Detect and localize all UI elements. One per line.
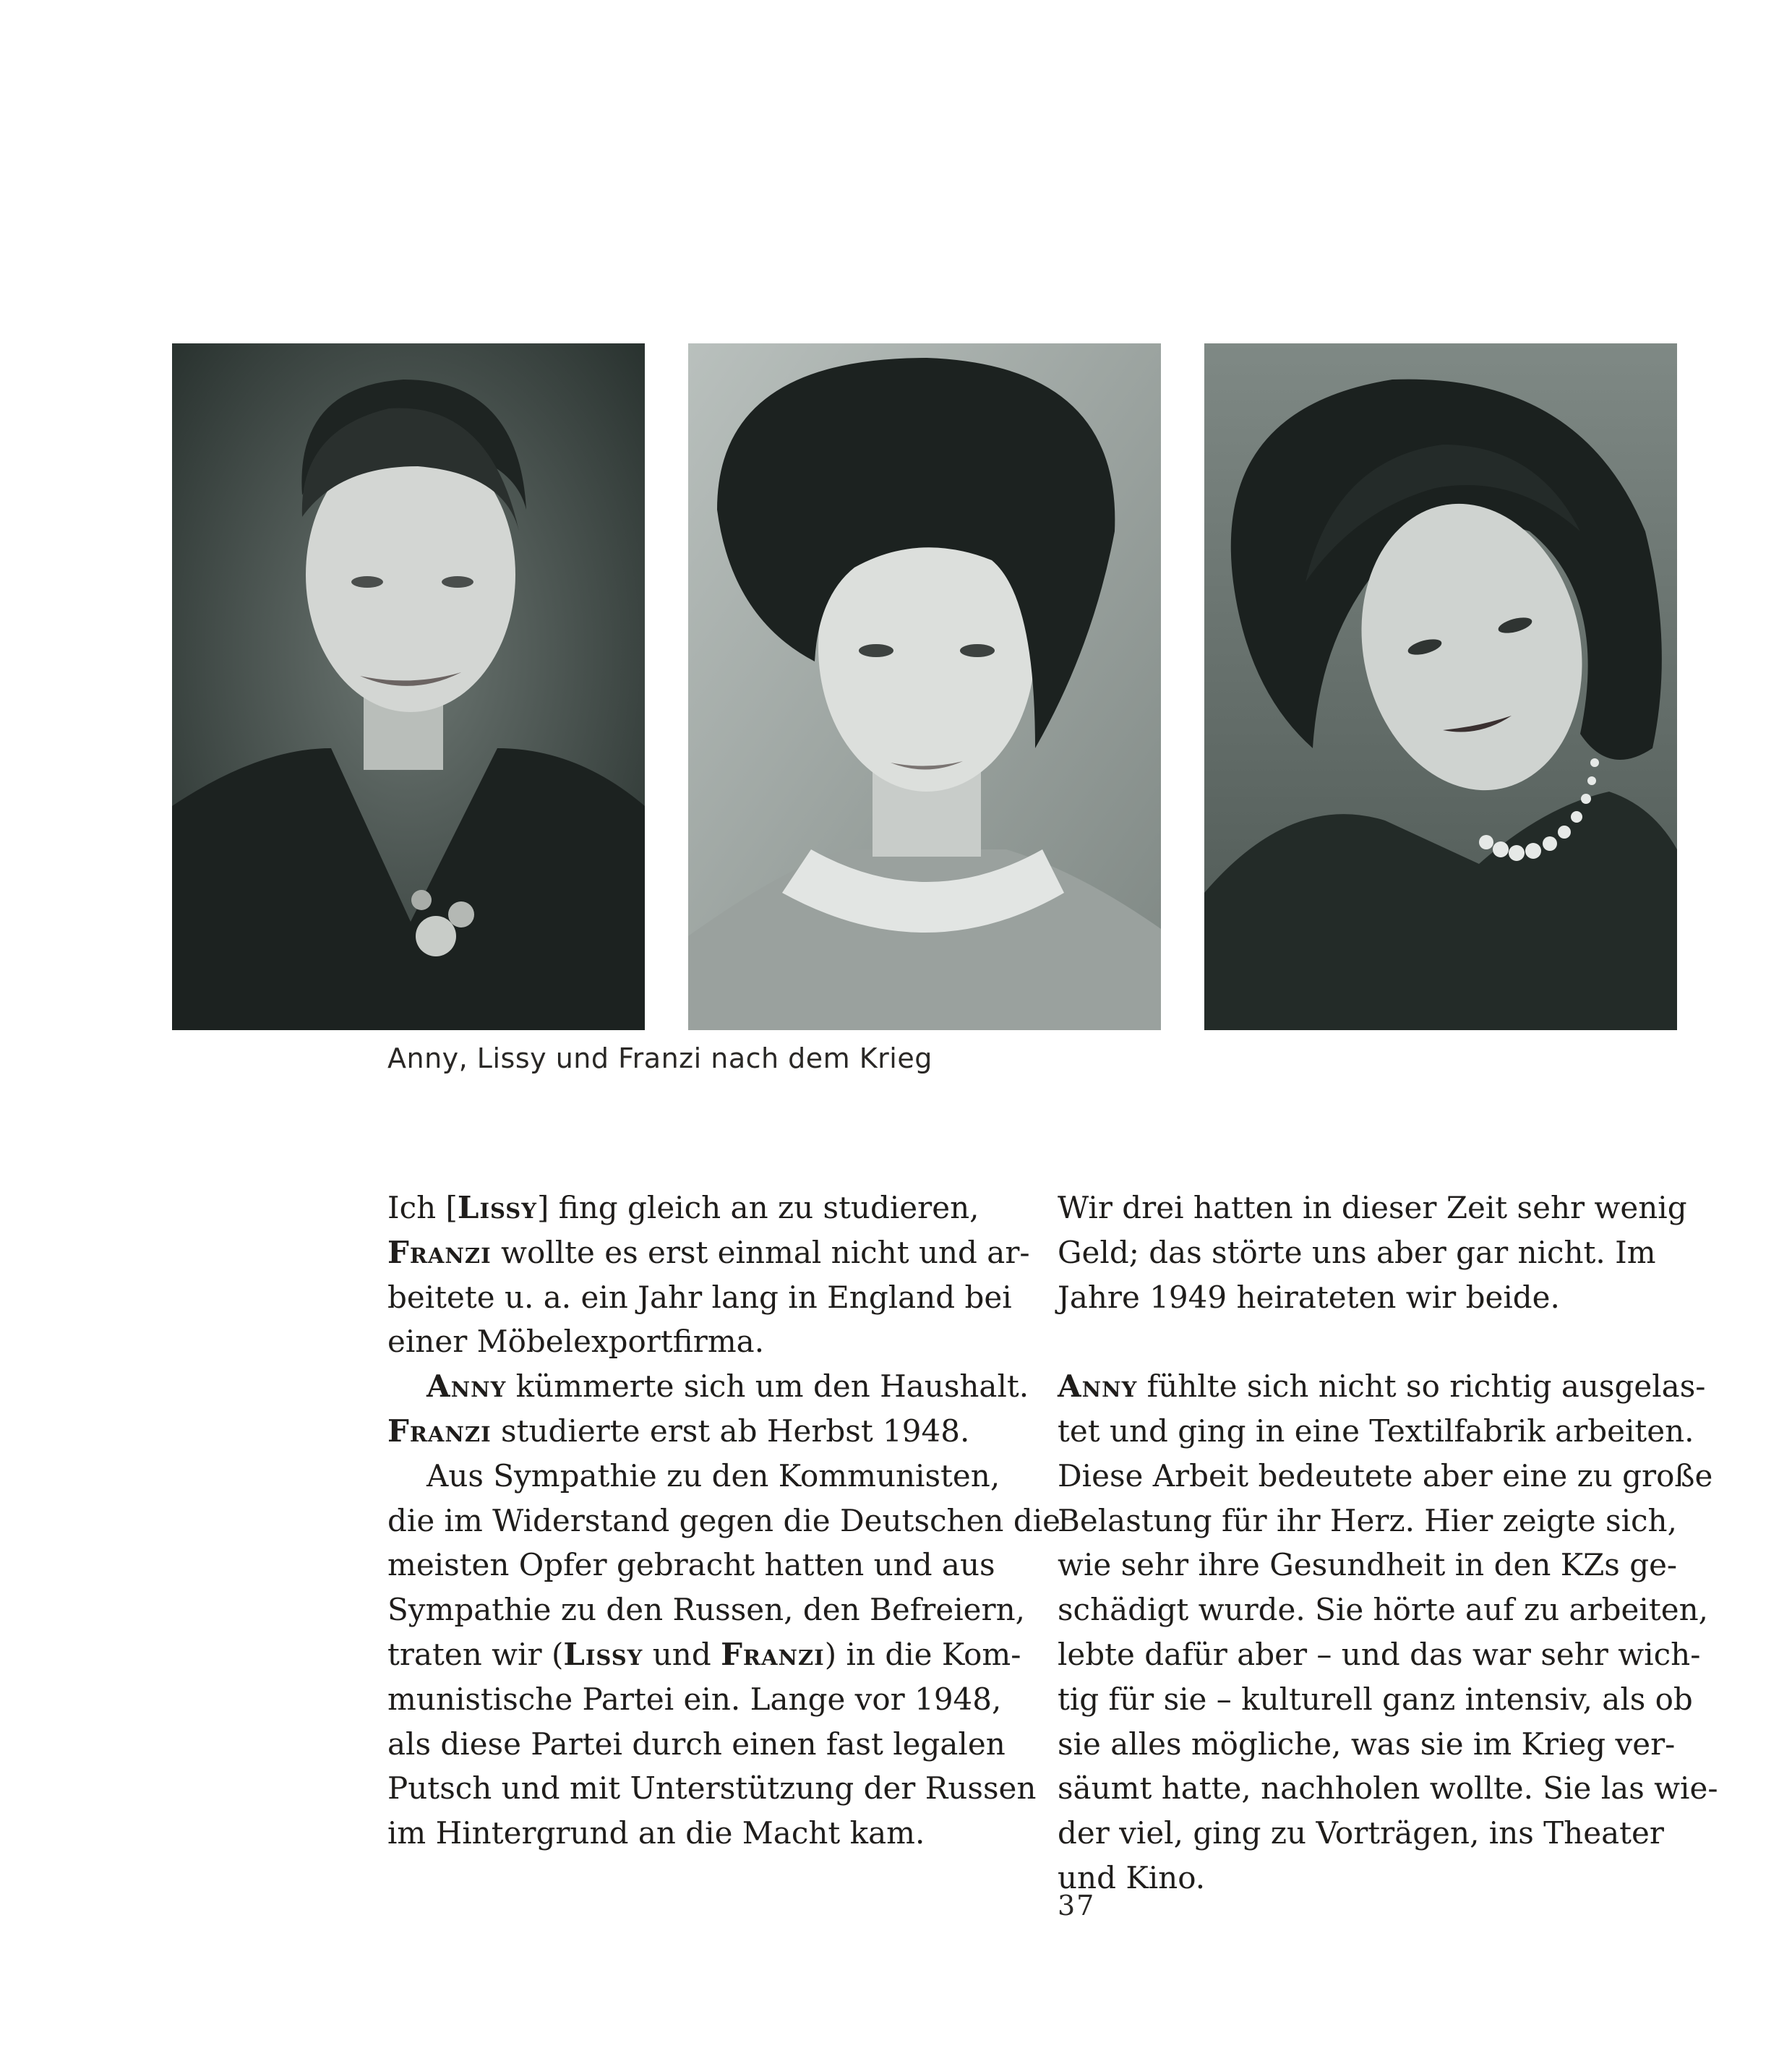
person-name: Franzi	[721, 1636, 825, 1672]
photo-caption: Anny, Lissy und Franzi nach dem Krieg	[387, 1042, 933, 1074]
text-line: und Kino.	[1058, 1859, 1206, 1895]
text-line: lebte dafür aber – und das war sehr wich-	[1058, 1636, 1701, 1672]
text-line: meisten Opfer gebracht hatten und aus	[387, 1547, 995, 1583]
text-line: wie sehr ihre Gesundheit in den KZs ge-	[1058, 1547, 1678, 1583]
text-line: Franzi studierte erst ab Herbst 1948.	[387, 1413, 970, 1449]
photo-anny	[172, 343, 645, 1030]
text-line: Franzi wollte es erst einmal nicht und ar-	[387, 1234, 1030, 1270]
photo-lissy	[688, 343, 1161, 1030]
text-line: die im Widerstand gegen die Deutschen die	[387, 1502, 1060, 1538]
text-line: tet und ging in eine Textilfabrik arbeiten.	[1058, 1413, 1694, 1449]
text-line: munistische Partei ein. Lange vor 1948,	[387, 1681, 1002, 1717]
text-line: Putsch und mit Unterstützung der Russen	[387, 1770, 1037, 1807]
person-name: Lissy	[457, 1190, 537, 1225]
text-line: Aus Sympathie zu den Kommunisten,	[426, 1457, 1000, 1494]
page-number: 37	[1058, 1890, 1096, 1921]
text-line: als diese Partei durch einen fast legalen	[387, 1726, 1006, 1762]
text-line: Geld; das störte uns aber gar nicht. Im	[1058, 1234, 1656, 1270]
text-line: tig für sie – kulturell ganz intensiv, als ob	[1058, 1681, 1693, 1717]
text-line: Diese Arbeit bedeutete aber eine zu große	[1058, 1457, 1713, 1494]
text-line: im Hintergrund an die Macht kam.	[387, 1815, 925, 1851]
paragraph-gap	[1058, 1319, 1694, 1364]
person-name: Lissy	[563, 1636, 643, 1672]
text-line: säumt hatte, nachholen wollte. Sie las wie-	[1058, 1770, 1718, 1807]
text-line: Jahre 1949 heirateten wir beide.	[1058, 1279, 1560, 1315]
text-line: traten wir (Lissy und Franzi) in die Kom-	[387, 1636, 1021, 1672]
person-name: Franzi	[387, 1413, 492, 1449]
text-line: Anny fühlte sich nicht so richtig ausgelas-	[1058, 1368, 1706, 1405]
text-line: Ich [Lissy] fing gleich an zu studieren,	[387, 1190, 979, 1225]
text-line: Anny kümmerte sich um den Haushalt.	[426, 1368, 1029, 1405]
text-column-left	[387, 1186, 1060, 1856]
text-line: der viel, ging zu Vorträgen, ins Theater	[1058, 1815, 1664, 1851]
text-line: Wir drei hatten in dieser Zeit sehr wenig	[1058, 1190, 1687, 1225]
text-line: Belastung für ihr Herz. Hier zeigte sich,	[1058, 1502, 1677, 1538]
text-line: schädigt wurde. Sie hörte auf zu arbeiten,	[1058, 1592, 1708, 1628]
person-name: Anny	[426, 1368, 507, 1405]
text-line: sie alles mögliche, was sie im Krieg ver-	[1058, 1726, 1676, 1762]
text-line: einer Möbelexportfirma.	[387, 1324, 765, 1360]
text-line: beitete u. a. ein Jahr lang in England bei	[387, 1279, 1012, 1315]
text-column-right	[1058, 1186, 1718, 1901]
photo-franzi	[1204, 343, 1677, 1030]
person-name: Franzi	[387, 1234, 492, 1270]
person-name: Anny	[1058, 1368, 1138, 1405]
text-line: Sympathie zu den Russen, den Befreiern,	[387, 1592, 1025, 1628]
